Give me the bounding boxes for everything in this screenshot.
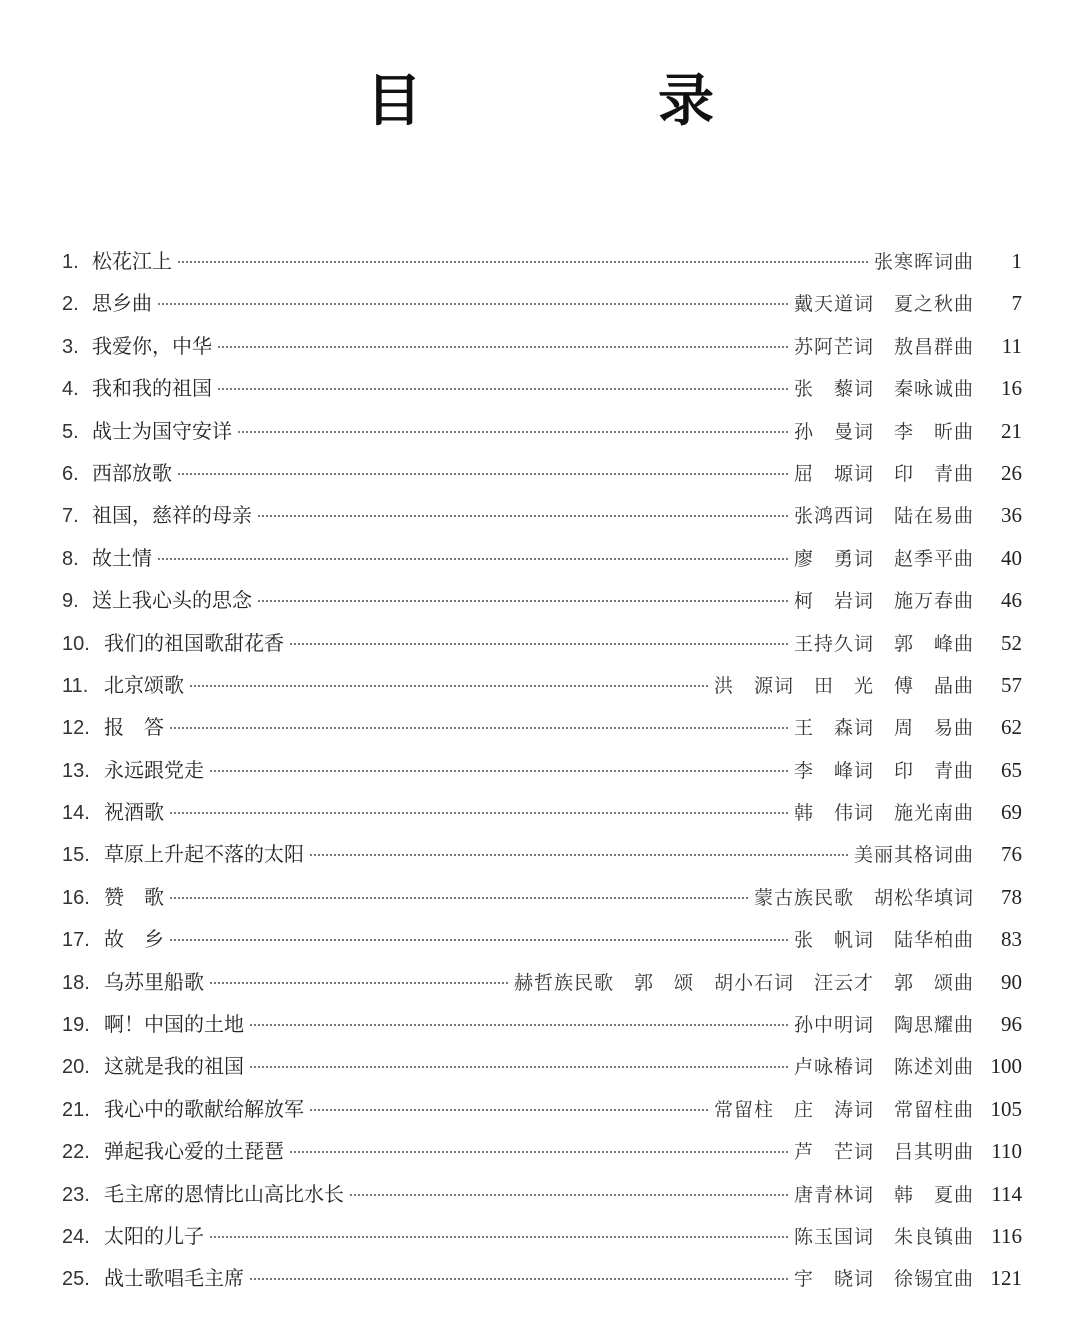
- toc-entry-page-number: 36: [1001, 503, 1022, 528]
- toc-entry-credits: 戴天道词 夏之秋曲: [793, 293, 974, 316]
- toc-entry-title: 松花江上: [92, 249, 172, 273]
- toc-entry[interactable]: [62, 876, 1022, 918]
- toc-entry[interactable]: [62, 325, 1022, 367]
- dot-leader: [250, 1066, 788, 1068]
- toc-entry[interactable]: [62, 452, 1022, 494]
- toc-entry-page-number: 105: [990, 1096, 1022, 1121]
- toc-entry[interactable]: [62, 961, 1022, 1003]
- dot-leader: [290, 1151, 788, 1153]
- toc-entry-page-number: 83: [1001, 927, 1022, 952]
- toc-entry-page-number: 52: [1001, 630, 1022, 655]
- toc-entry-credits: 屈 塬词 印 青曲: [793, 462, 974, 485]
- toc-entry-number: 23.: [62, 1183, 90, 1206]
- toc-entry-page-number: 16: [1001, 376, 1022, 401]
- toc-entry-credits: 美丽其格词曲: [853, 844, 974, 867]
- dot-leader: [190, 685, 708, 687]
- dot-leader: [170, 727, 788, 729]
- toc-entry-number: 1.: [62, 251, 79, 273]
- dot-leader: [178, 261, 868, 263]
- toc-entry-title: 毛主席的恩情比山高比水长: [104, 1181, 344, 1206]
- toc-entry-credits: 张 帆词 陆华柏曲: [793, 929, 974, 952]
- toc-entry[interactable]: [62, 240, 1022, 282]
- dot-leader: [310, 854, 848, 856]
- toc-entry-credits: 宇 晓词 徐锡宜曲: [793, 1268, 974, 1291]
- toc-entry-page-number: 114: [991, 1181, 1022, 1206]
- toc-entry-credits: 赫哲族民歌 郭 颂 胡小石词 汪云才 郭 颂曲: [513, 971, 974, 994]
- toc-entry-credits: 王持久词 郭 峰曲: [793, 632, 974, 655]
- toc-entry-title: 北京颂歌: [104, 672, 184, 697]
- toc-entry-title: 我们的祖国歌甜花香: [104, 630, 284, 655]
- toc-entry-credits: 常留柱 庄 涛词 常留柱曲: [713, 1098, 974, 1121]
- toc-entry-page-number: 46: [1001, 588, 1022, 613]
- toc-entry-credits: 张寒晖词曲: [873, 251, 974, 273]
- toc-entry[interactable]: [62, 282, 1022, 324]
- toc-entry-title: 故土情: [92, 545, 152, 570]
- toc-entry-page-number: 65: [1001, 757, 1022, 782]
- toc-entry-title: 我爱你，中华: [92, 333, 212, 358]
- toc-entry-title: 弹起我心爱的土琵琶: [104, 1139, 284, 1164]
- toc-entry-title: 报 答: [104, 715, 164, 740]
- toc-entry-page-number: 40: [1001, 545, 1022, 570]
- toc-entry[interactable]: [62, 1130, 1022, 1172]
- toc-entry-page-number: 1: [1011, 249, 1022, 273]
- toc-entry[interactable]: [62, 1088, 1022, 1130]
- toc-entry-page-number: 62: [1001, 715, 1022, 740]
- toc-entry-title: 这就是我的祖国: [104, 1054, 244, 1079]
- toc-entry-number: 12.: [62, 717, 90, 740]
- toc-entry-number: 2.: [62, 293, 79, 316]
- toc-entry-number: 17.: [62, 929, 90, 952]
- toc-entry-credits: 陈玉国词 朱良镇曲: [793, 1225, 974, 1248]
- dot-leader: [250, 1024, 788, 1026]
- toc-entry-title: 西部放歌: [92, 460, 172, 485]
- toc-entry[interactable]: [62, 833, 1022, 875]
- toc-entry[interactable]: [62, 706, 1022, 748]
- toc-entry-title: 祖国，慈祥的母亲: [92, 503, 252, 528]
- toc-entry-title: 战士为国守安详: [92, 418, 232, 443]
- toc-entry[interactable]: [62, 791, 1022, 833]
- toc-entry-credits: 唐青林词 韩 夏曲: [793, 1183, 974, 1206]
- toc-entry-page-number: 100: [990, 1054, 1022, 1079]
- dot-leader: [170, 812, 788, 814]
- dot-leader: [290, 643, 788, 645]
- toc-entry-page-number: 96: [1001, 1012, 1022, 1037]
- toc-entry[interactable]: [62, 1003, 1022, 1045]
- toc-entry-credits: 卢咏椿词 陈述刘曲: [793, 1056, 974, 1079]
- toc-entry-credits: 苏阿芒词 敖昌群曲: [793, 335, 974, 358]
- toc-entry-credits: 芦 芒词 吕其明曲: [793, 1141, 974, 1164]
- toc-entry[interactable]: [62, 749, 1022, 791]
- toc-entry-title: 故 乡: [104, 927, 164, 952]
- toc-entry-page-number: 110: [991, 1139, 1022, 1164]
- toc-entry-page-number: 116: [991, 1223, 1022, 1248]
- toc-entry-title: 太阳的儿子: [104, 1223, 204, 1248]
- toc-entry[interactable]: [62, 1257, 1022, 1299]
- toc-entry-page-number: 78: [1001, 884, 1022, 909]
- dot-leader: [238, 431, 788, 433]
- dot-leader: [178, 473, 788, 475]
- toc-entry-page-number: 90: [1001, 969, 1022, 994]
- dot-leader: [170, 939, 788, 941]
- toc-entry-number: 9.: [62, 590, 79, 613]
- toc-entry-number: 15.: [62, 844, 90, 867]
- toc-entry-page-number: 21: [1001, 418, 1022, 443]
- toc-entry-number: 21.: [62, 1098, 90, 1121]
- toc-entry-credits: 王 森词 周 易曲: [793, 717, 974, 740]
- toc-entry-page-number: 26: [1001, 460, 1022, 485]
- toc-entry-credits: 洪 源词 田 光 傅 晶曲: [713, 674, 974, 697]
- toc-entry-page-number: 7: [1011, 291, 1022, 316]
- toc-entry-credits: 李 峰词 印 青曲: [793, 759, 974, 782]
- table-of-contents: [62, 240, 1022, 1300]
- dot-leader: [218, 346, 788, 348]
- toc-entry-page-number: 11: [1001, 333, 1022, 358]
- dot-leader: [158, 558, 788, 560]
- toc-entry-title: 我心中的歌献给解放军: [104, 1096, 304, 1121]
- toc-entry-number: 24.: [62, 1225, 90, 1248]
- dot-leader: [170, 897, 748, 899]
- toc-entry-title: 赞 歌: [104, 884, 164, 909]
- toc-entry[interactable]: [62, 579, 1022, 621]
- toc-entry[interactable]: [62, 410, 1022, 452]
- toc-entry[interactable]: [62, 622, 1022, 664]
- toc-entry-number: 13.: [62, 759, 90, 782]
- toc-entry-number: 14.: [62, 802, 90, 825]
- toc-entry-credits: 廖 勇词 赵季平曲: [793, 547, 974, 570]
- toc-entry-page-number: 69: [1001, 800, 1022, 825]
- toc-entry[interactable]: [62, 664, 1022, 706]
- toc-entry-credits: 孙中明词 陶思耀曲: [793, 1014, 974, 1037]
- toc-entry-number: 11.: [62, 674, 89, 697]
- dot-leader: [210, 982, 508, 984]
- toc-entry-title: 乌苏里船歌: [104, 969, 204, 994]
- toc-entry-number: 25.: [62, 1268, 90, 1291]
- toc-entry-title: 送上我心头的思念: [92, 588, 252, 613]
- dot-leader: [258, 600, 788, 602]
- dot-leader: [210, 1236, 788, 1238]
- toc-entry[interactable]: [62, 367, 1022, 409]
- toc-entry[interactable]: [62, 918, 1022, 960]
- toc-entry-title: 思乡曲: [92, 291, 152, 316]
- toc-entry-title: 祝酒歌: [104, 800, 164, 825]
- toc-entry-number: 5.: [62, 420, 79, 443]
- toc-entry-title: 啊！中国的土地: [104, 1012, 244, 1037]
- toc-entry-credits: 张鸿西词 陆在易曲: [793, 505, 974, 528]
- toc-entry-page-number: 76: [1001, 842, 1022, 867]
- toc-entry-number: 8.: [62, 547, 79, 570]
- toc-entry-credits: 张 藜词 秦咏诚曲: [793, 378, 974, 401]
- toc-entry-number: 6.: [62, 462, 79, 485]
- toc-entry-number: 19.: [62, 1014, 90, 1037]
- toc-entry[interactable]: [62, 537, 1022, 579]
- toc-entry[interactable]: [62, 1045, 1022, 1087]
- toc-entry-number: 22.: [62, 1141, 90, 1164]
- toc-entry-number: 4.: [62, 378, 79, 401]
- toc-entry-title: 战士歌唱毛主席: [104, 1266, 244, 1291]
- toc-entry-number: 18.: [62, 971, 90, 994]
- toc-entry-credits: 柯 岩词 施万春曲: [793, 590, 974, 613]
- dot-leader: [310, 1109, 708, 1111]
- dot-leader: [158, 303, 788, 305]
- dot-leader: [250, 1278, 788, 1280]
- toc-entry[interactable]: [62, 1173, 1022, 1215]
- dot-leader: [210, 770, 788, 772]
- toc-entry-credits: 韩 伟词 施光南曲: [793, 802, 974, 825]
- toc-entry-title: 我和我的祖国: [92, 376, 212, 401]
- toc-entry-number: 20.: [62, 1056, 90, 1079]
- toc-entry-number: 10.: [62, 632, 90, 655]
- toc-entry-number: 7.: [62, 505, 79, 528]
- page-title: 目 录: [366, 68, 804, 134]
- toc-entry-title: 永远跟党走: [104, 757, 204, 782]
- toc-entry-page-number: 121: [990, 1266, 1022, 1291]
- toc-entry-number: 3.: [62, 335, 79, 358]
- toc-entry-title: 草原上升起不落的太阳: [104, 842, 304, 867]
- toc-entry[interactable]: [62, 1215, 1022, 1257]
- toc-entry-number: 16.: [62, 886, 90, 909]
- dot-leader: [350, 1194, 788, 1196]
- toc-entry-credits: 孙 曼词 李 昕曲: [793, 420, 974, 443]
- toc-entry[interactable]: [62, 494, 1022, 536]
- toc-entry-credits: 蒙古族民歌 胡松华填词: [753, 886, 974, 909]
- dot-leader: [258, 515, 788, 517]
- toc-entry-page-number: 57: [1001, 672, 1022, 697]
- dot-leader: [218, 388, 788, 390]
